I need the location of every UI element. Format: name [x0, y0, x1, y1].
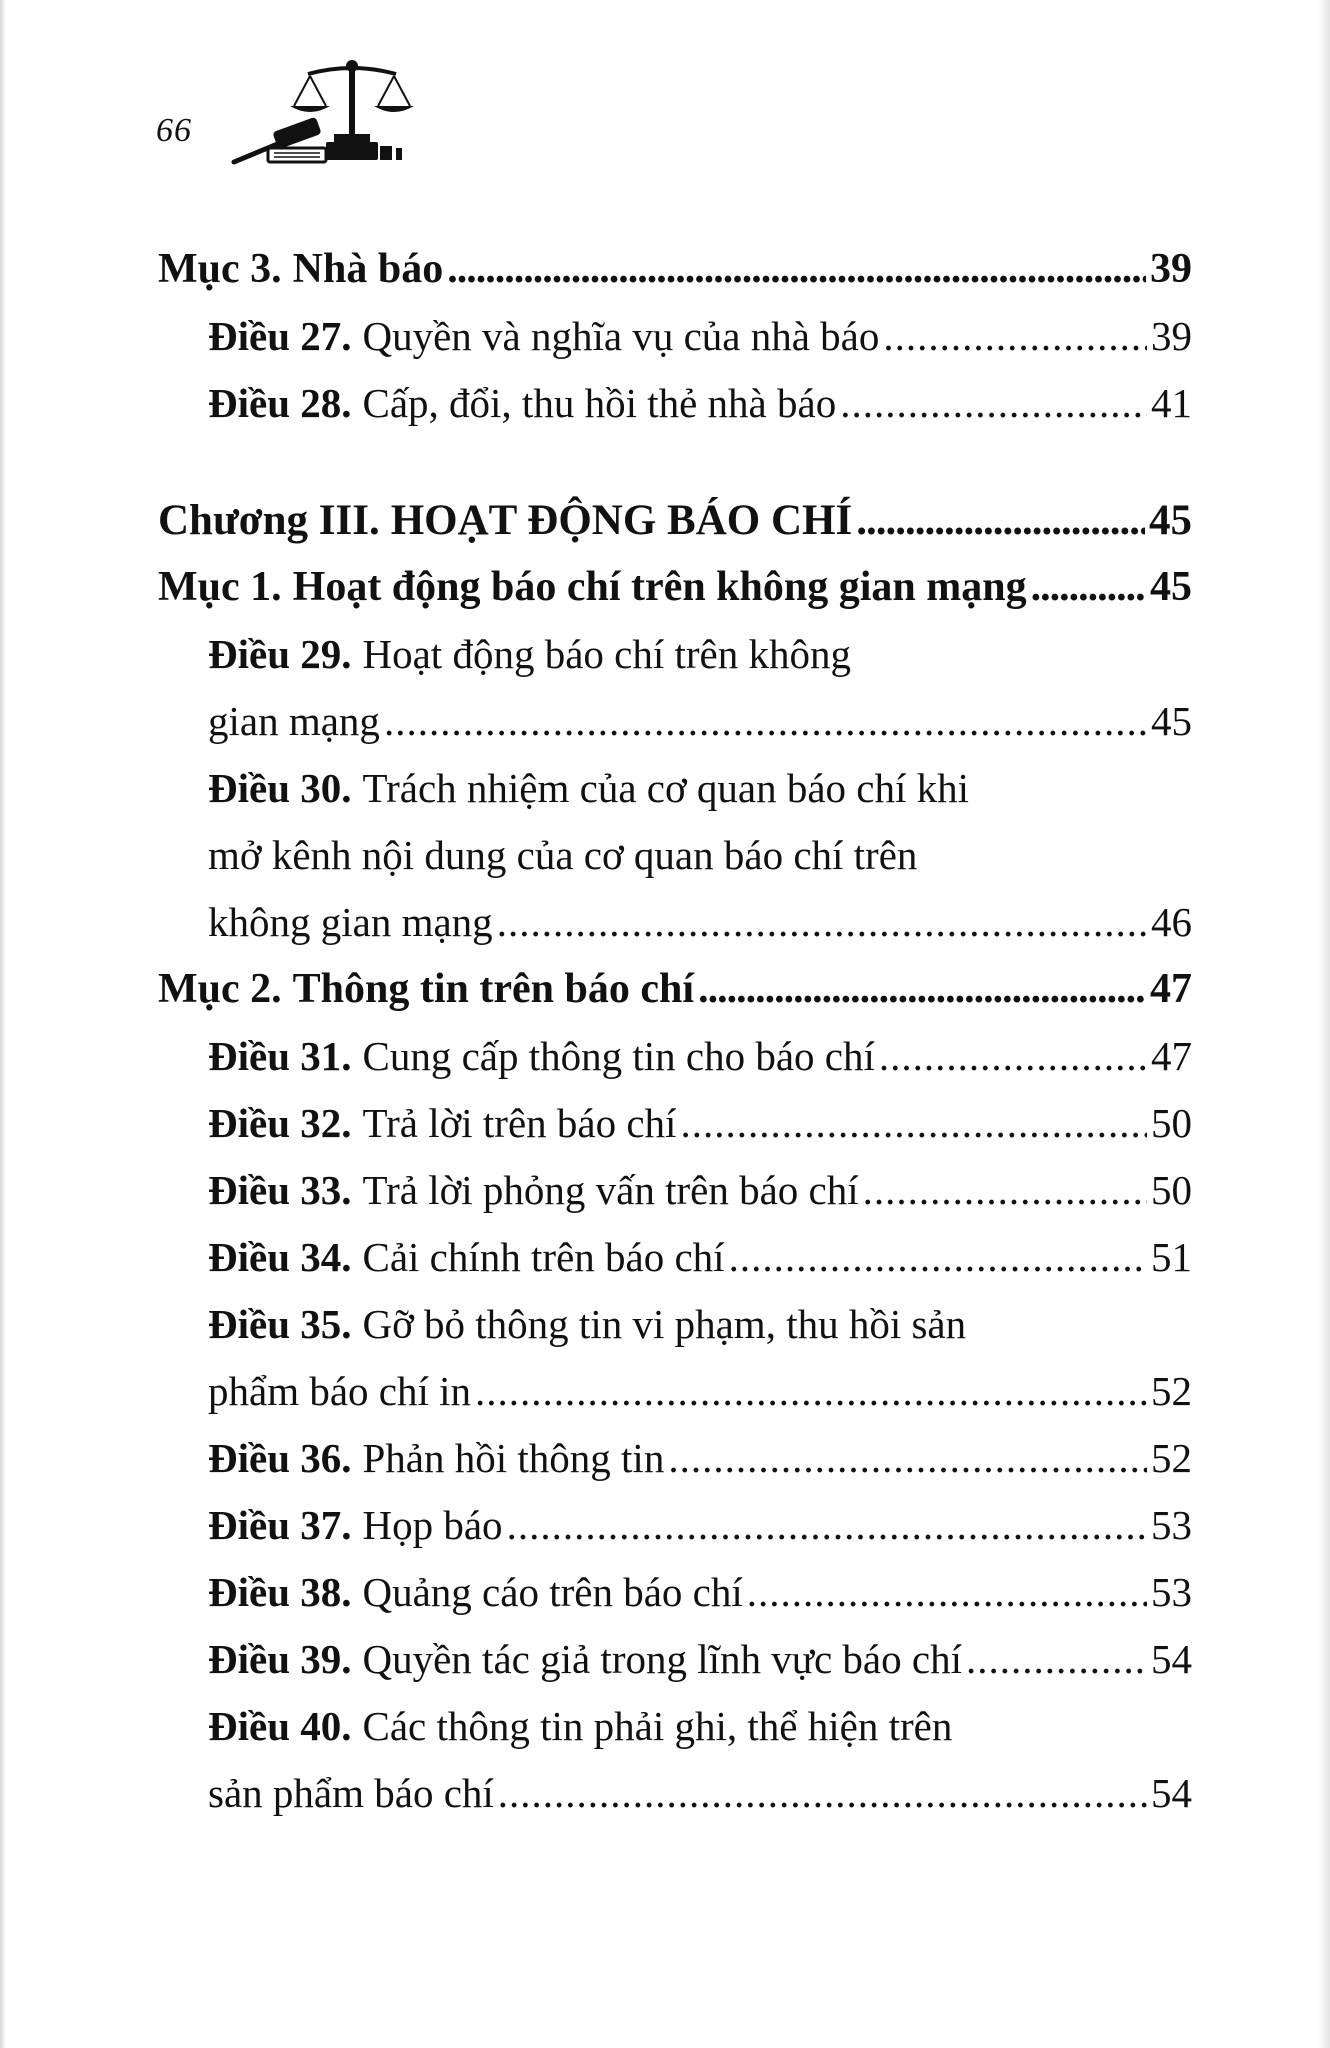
toc-page-number: 39	[1151, 313, 1192, 359]
dot-leader	[729, 1224, 1147, 1291]
toc-article-dieu-38[interactable]	[158, 1559, 1192, 1626]
toc-title: HOẠT ĐỘNG BÁO CHÍ	[390, 497, 853, 544]
toc-page-number: 51	[1151, 1234, 1192, 1280]
toc-page-number: 54	[1151, 1636, 1192, 1682]
toc-title-continued: sản phẩm báo chí	[208, 1770, 494, 1816]
toc-article-dieu-27[interactable]	[158, 303, 1192, 370]
page-edge-left	[0, 0, 6, 2048]
dot-leader	[966, 1626, 1147, 1693]
toc-article-dieu-29[interactable]	[158, 621, 1192, 755]
toc-title: Họp báo	[362, 1502, 503, 1548]
toc-chapter-iii[interactable]	[158, 487, 1192, 554]
toc-article-dieu-28[interactable]	[158, 370, 1192, 437]
toc-label: Điều 27.	[208, 313, 352, 359]
toc-article-dieu-36[interactable]	[158, 1425, 1192, 1492]
page-number: 66	[156, 112, 192, 149]
toc-page-number: 54	[1151, 1770, 1192, 1816]
toc-page-number: 52	[1151, 1435, 1192, 1481]
toc-label: Điều 38.	[208, 1569, 352, 1615]
toc-page-number: 45	[1149, 497, 1192, 544]
toc-title-continued: gian mạng	[208, 698, 380, 744]
dot-leader	[507, 1492, 1147, 1559]
toc-label: Điều 40.	[208, 1703, 352, 1749]
toc-title: Quảng cáo trên báo chí	[362, 1569, 743, 1615]
toc-title: Hoạt động báo chí trên không	[362, 631, 851, 677]
toc-page-number: 47	[1150, 966, 1192, 1012]
toc-label: Điều 31.	[208, 1033, 352, 1079]
dot-leader	[475, 1358, 1147, 1425]
toc-page-number: 47	[1151, 1033, 1192, 1079]
dot-leader	[879, 1023, 1147, 1090]
toc-label: Mục 1.	[158, 564, 282, 610]
toc-title-continued: phẩm báo chí in	[208, 1368, 472, 1414]
toc-title: Nhà báo	[292, 246, 444, 292]
toc-page-number: 45	[1151, 698, 1192, 744]
toc-article-dieu-35[interactable]	[158, 1291, 1192, 1425]
toc-page-number: 50	[1151, 1100, 1192, 1146]
toc-label: Điều 28.	[208, 380, 352, 426]
toc-page-number: 50	[1151, 1167, 1192, 1213]
toc-page-number: 45	[1150, 564, 1192, 610]
toc-article-dieu-40[interactable]	[158, 1693, 1192, 1827]
dot-leader	[747, 1559, 1147, 1626]
toc-section-muc-2[interactable]	[158, 956, 1192, 1023]
toc-title: Quyền và nghĩa vụ của nhà báo	[362, 313, 880, 359]
toc-label: Điều 30.	[208, 765, 352, 811]
dot-leader	[668, 1425, 1147, 1492]
toc-page-number: 39	[1150, 246, 1192, 292]
toc-title-continued: không gian mạng	[208, 899, 493, 945]
toc-title: Trách nhiệm của cơ quan báo chí khi	[362, 765, 970, 811]
toc-page-number: 53	[1151, 1502, 1192, 1548]
toc-title: Cấp, đổi, thu hồi thẻ nhà báo	[362, 380, 837, 426]
toc-label: Điều 33.	[208, 1167, 352, 1213]
toc-label: Điều 32.	[208, 1100, 352, 1146]
dot-leader	[384, 688, 1147, 755]
toc-label: Điều 29.	[208, 631, 352, 677]
dot-leader	[497, 889, 1147, 956]
toc-title: Cung cấp thông tin cho báo chí	[362, 1033, 875, 1079]
toc-title: Cải chính trên báo chí	[362, 1234, 725, 1280]
dot-leader	[680, 1090, 1147, 1157]
toc-article-dieu-32[interactable]	[158, 1090, 1192, 1157]
toc-article-dieu-34[interactable]	[158, 1224, 1192, 1291]
page-edge-right	[1318, 0, 1330, 2048]
dot-leader	[447, 236, 1146, 303]
dot-leader	[863, 1157, 1147, 1224]
toc-page-number: 53	[1151, 1569, 1192, 1615]
scales-of-justice-gavel-icon	[230, 56, 420, 166]
toc-title: Hoạt động báo chí trên không gian mạng	[292, 564, 1027, 610]
toc-page-number: 46	[1151, 899, 1192, 945]
toc-label: Điều 35.	[208, 1301, 352, 1347]
toc-page-number: 52	[1151, 1368, 1192, 1414]
toc-article-dieu-39[interactable]	[158, 1626, 1192, 1693]
toc-article-dieu-31[interactable]	[158, 1023, 1192, 1090]
toc-title: Quyền tác giả trong lĩnh vực báo chí	[362, 1636, 962, 1682]
toc-label: Mục 3.	[158, 246, 282, 292]
toc-section-muc-3[interactable]	[158, 236, 1192, 303]
table-of-contents	[158, 236, 1192, 1827]
toc-label: Điều 37.	[208, 1502, 352, 1548]
dot-leader	[1031, 554, 1146, 621]
toc-label: Điều 34.	[208, 1234, 352, 1280]
dot-leader	[856, 487, 1145, 554]
toc-label: Mục 2.	[158, 966, 282, 1012]
toc-label: Điều 39.	[208, 1636, 352, 1682]
toc-title: Thông tin trên báo chí	[292, 966, 695, 1012]
toc-article-dieu-33[interactable]	[158, 1157, 1192, 1224]
toc-title: Trả lời trên báo chí	[362, 1100, 677, 1146]
toc-article-dieu-30[interactable]	[158, 755, 1192, 956]
toc-title: Các thông tin phải ghi, thể hiện trên	[362, 1703, 953, 1749]
dot-leader	[698, 956, 1146, 1023]
toc-page-number: 41	[1151, 380, 1192, 426]
dot-leader	[498, 1760, 1147, 1827]
toc-title: Phản hồi thông tin	[362, 1435, 665, 1481]
toc-article-dieu-37[interactable]	[158, 1492, 1192, 1559]
toc-section-muc-1[interactable]	[158, 554, 1192, 621]
dot-leader	[840, 370, 1147, 437]
toc-label: Chương III.	[158, 497, 380, 544]
toc-label: Điều 36.	[208, 1435, 352, 1481]
toc-title: Gỡ bỏ thông tin vi phạm, thu hồi sản	[362, 1301, 967, 1347]
toc-title: Trả lời phỏng vấn trên báo chí	[362, 1167, 859, 1213]
toc-title-continued: mở kênh nội dung của cơ quan báo chí trên	[208, 832, 918, 878]
dot-leader	[883, 303, 1147, 370]
